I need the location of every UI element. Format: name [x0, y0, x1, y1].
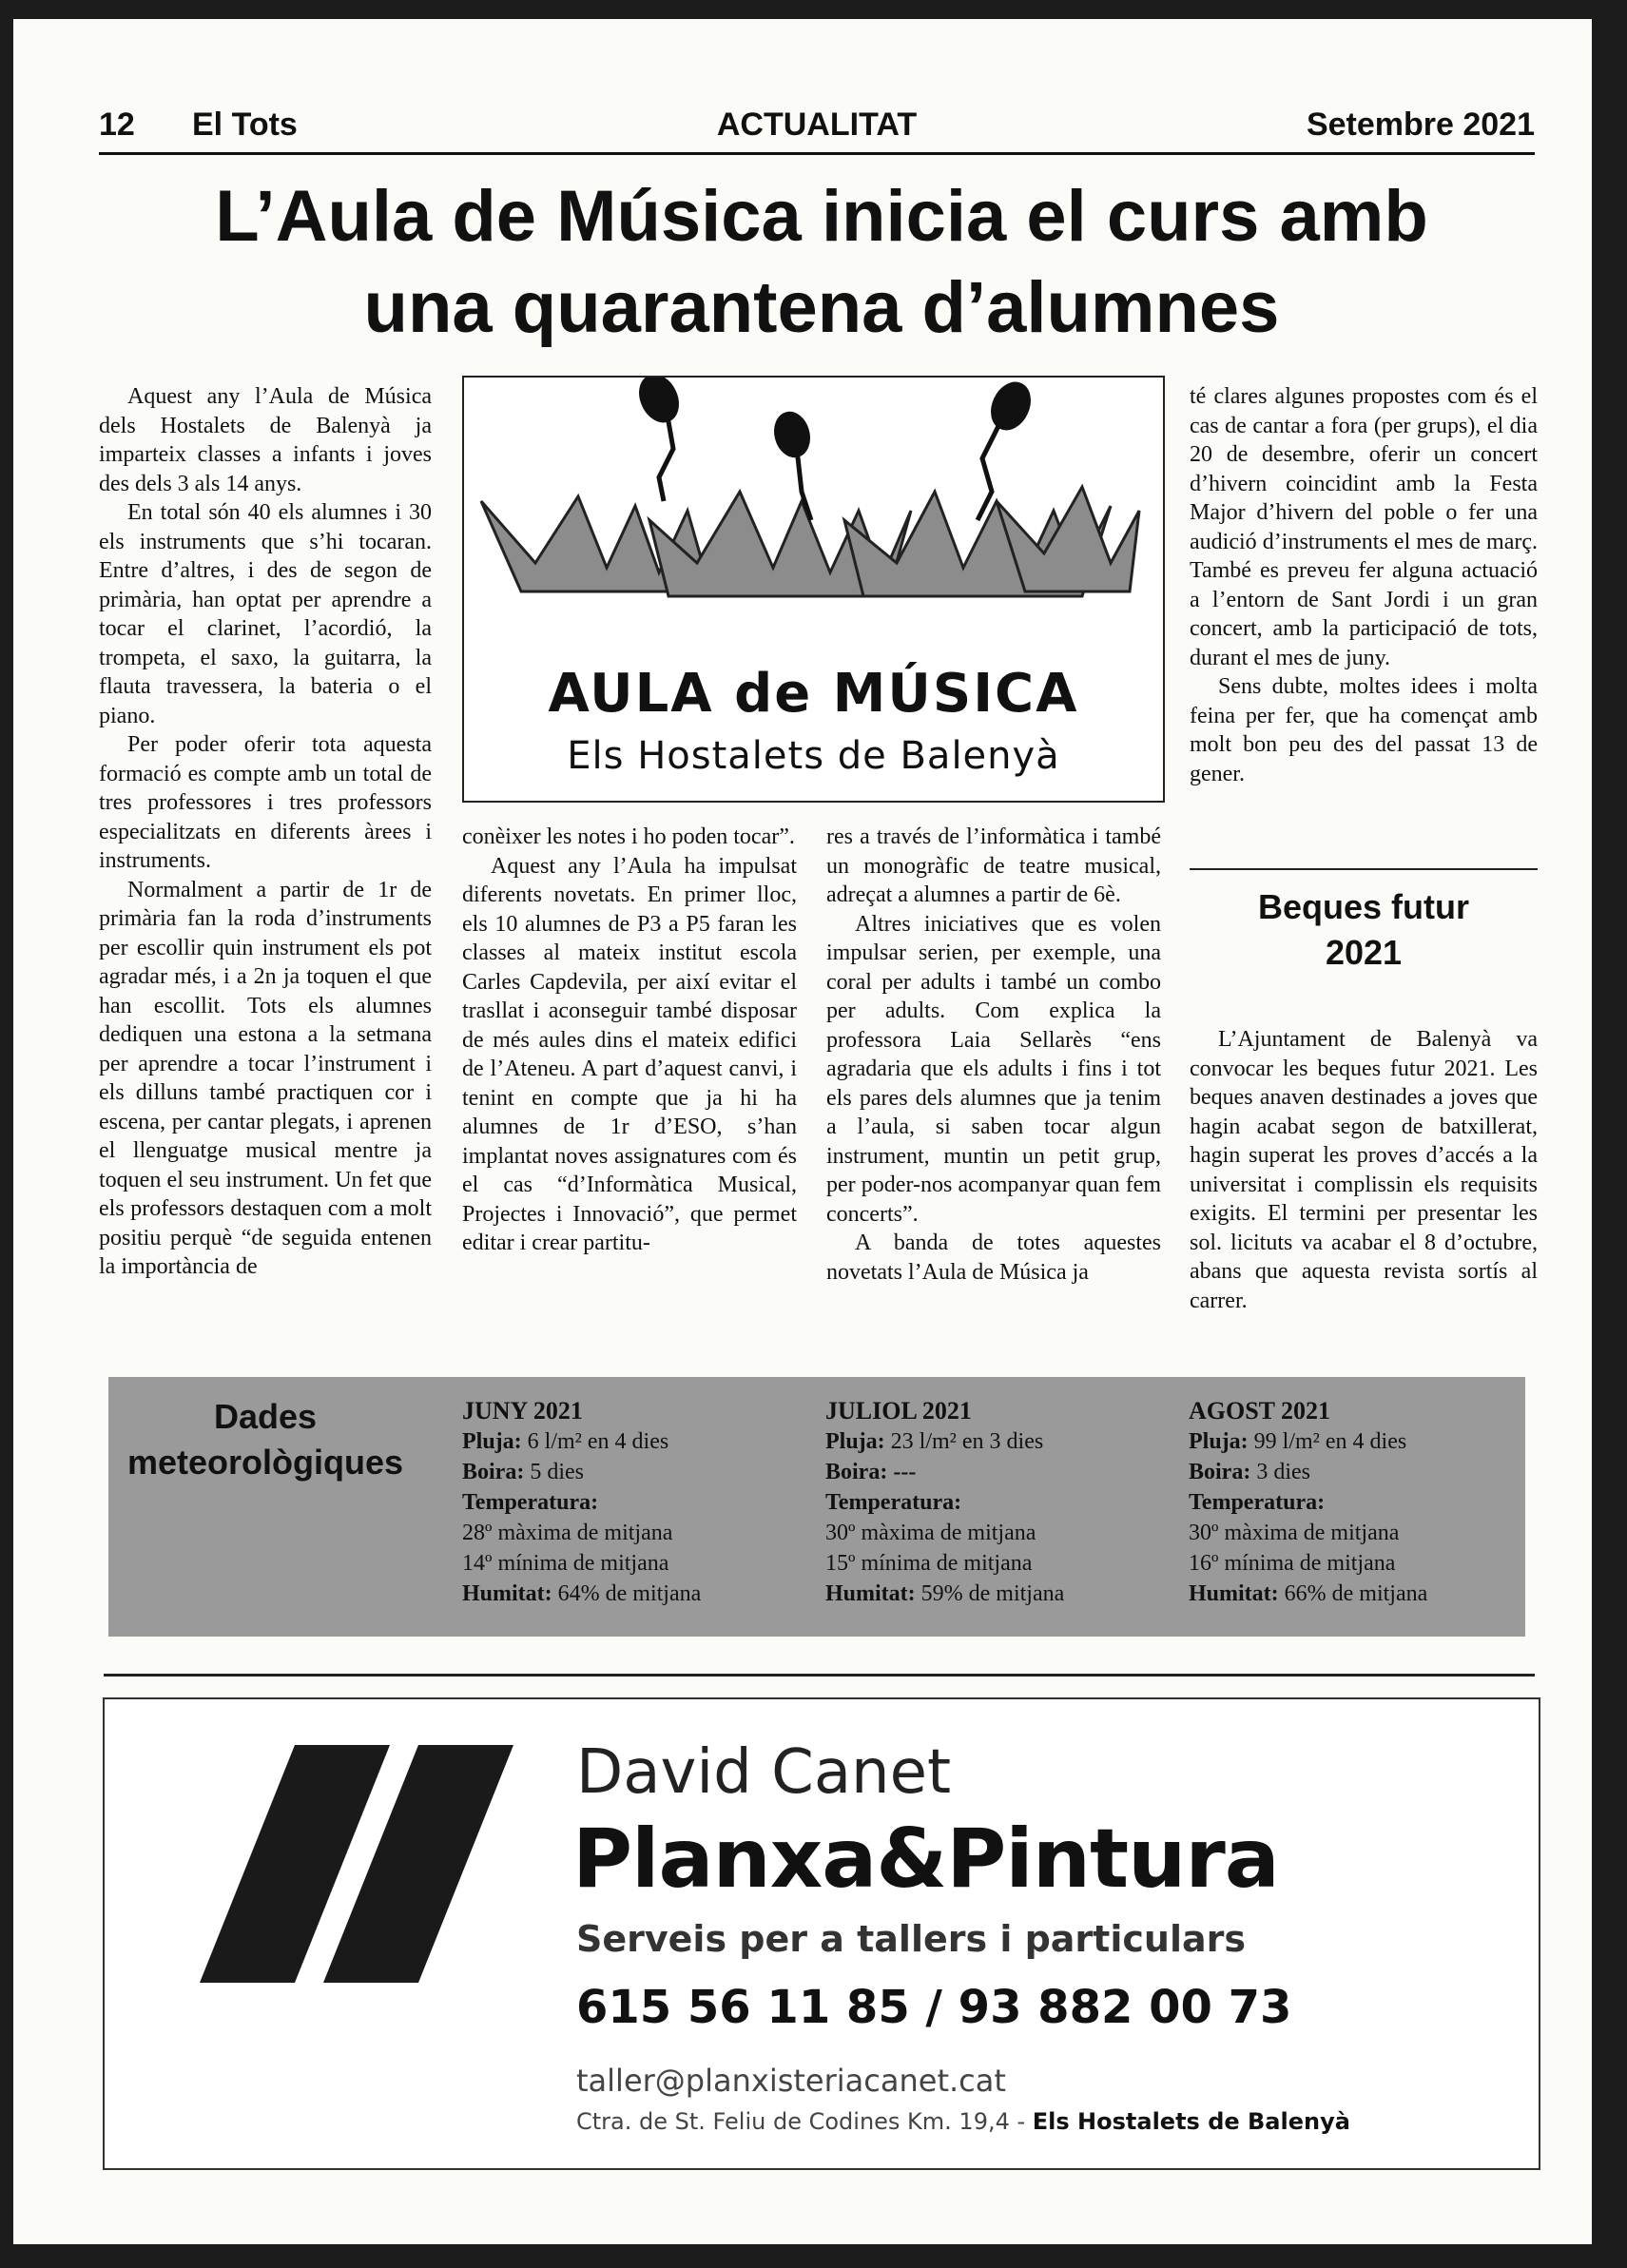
ad-phones: 615 56 11 85 / 93 882 00 73 — [576, 1981, 1292, 2034]
temp-label — [462, 1487, 804, 1518]
humidity-label: Humitat: — [1189, 1581, 1279, 1606]
fog-value: --- — [887, 1460, 917, 1484]
fog-value: 3 dies — [1250, 1460, 1310, 1484]
fog-value: 5 dies — [524, 1460, 584, 1484]
page-header — [99, 86, 1535, 155]
paragraph: Altres iniciatives que es volen impulsar serien, per exemple, una coral per adults i també un combo per adults. Com explica la professora Laia Sellarès “ens agradaria que els adults i fins i tot els pares dels alumnes que ja tenim a l’aula, si saben tocar algun instrument, muntin un petit grup, per poder-nos acompanyar quan fem concerts”. — [826, 911, 1161, 1227]
article-column-1 — [99, 382, 432, 1333]
temp-label — [1189, 1487, 1531, 1518]
humidity-line — [1189, 1579, 1531, 1609]
temp-min: 15º mínima de mitjana — [825, 1551, 1033, 1576]
divider — [1190, 868, 1538, 870]
rain-label: Pluja: — [1189, 1429, 1249, 1454]
issue-date: Setembre 2021 — [1306, 107, 1535, 143]
weather-box — [108, 1377, 1525, 1637]
weather-title-line-2: meteorològiques — [126, 1443, 404, 1482]
ad-email: taller@planxisteriacanet.cat — [576, 2063, 1006, 2099]
month-label: AGOST 2021 — [1189, 1397, 1331, 1425]
rain-value: 99 l/m² en 4 dies — [1248, 1429, 1407, 1454]
fog-label: Boira: — [825, 1460, 888, 1484]
crowns-notes-icon — [464, 378, 1163, 663]
temp-max: 30º màxima de mitjana — [825, 1521, 1036, 1545]
temp-min: 16º mínima de mitjana — [1189, 1551, 1396, 1576]
ad-address-town: Els Hostalets de Balenyà — [1032, 2108, 1350, 2135]
weather-month-june — [462, 1396, 804, 1609]
temp-label-text: Temperatura: — [825, 1490, 962, 1515]
paragraph: En total són 40 els alumnes i 30 els instruments que s’hi tocaran. Entre d’altres, i des de segon de primària, han optat per aprendre a tocar el clarinet, l’acordió, la trompeta, el saxo, la guitarra, la flauta travessera, la bateria o el piano. — [99, 500, 432, 728]
fog-label: Boira: — [462, 1460, 525, 1484]
fog-line — [462, 1457, 804, 1487]
humidity-line — [825, 1579, 1168, 1609]
humidity-value: 66% de mitjana — [1278, 1581, 1428, 1606]
rain-line — [1189, 1426, 1531, 1457]
humidity-label: Humitat: — [462, 1581, 552, 1606]
temp-max: 28º màxima de mitjana — [462, 1521, 673, 1545]
paragraph: Aquest any l’Aula de Música dels Hostalets de Balenyà ja imparteix classes a infants i joves des dels 3 als 14 anys. — [99, 384, 432, 496]
weather-title-line-1: Dades — [213, 1397, 318, 1436]
month-label: JUNY 2021 — [462, 1397, 583, 1425]
weather-month-august — [1189, 1396, 1531, 1609]
title-line-1: L’Aula de Música inicia el curs amb — [215, 176, 1428, 257]
ad-address — [576, 2108, 1350, 2135]
ad-tagline: Serveis per a tallers i particulars — [576, 1918, 1246, 1960]
aula-musica-logo — [462, 376, 1165, 803]
ad-name: David Canet — [576, 1737, 952, 1808]
article-column-2 — [462, 823, 797, 1355]
logo-subtitle: Els Hostalets de Balenyà — [567, 734, 1060, 778]
humidity-value: 59% de mitjana — [915, 1581, 1065, 1606]
ad-brand: Planxa&Pintura — [572, 1812, 1279, 1907]
logo-title: AULA de MÚSICA — [548, 663, 1079, 725]
temp-max: 30º màxima de mitjana — [1189, 1521, 1400, 1545]
fog-line — [1189, 1457, 1531, 1487]
page-number: 12 — [99, 107, 135, 143]
humidity-value: 64% de mitjana — [552, 1581, 702, 1606]
month-label: JULIOL 2021 — [825, 1397, 972, 1425]
divider — [104, 1674, 1535, 1677]
slash-logo-icon — [200, 1745, 542, 1992]
paragraph: conèixer les notes i ho poden tocar”. — [462, 824, 795, 849]
rain-line — [825, 1426, 1168, 1457]
rain-label: Pluja: — [462, 1429, 522, 1454]
weather-month-july — [825, 1396, 1168, 1609]
rain-label: Pluja: — [825, 1429, 885, 1454]
section-name: ACTUALITAT — [716, 107, 918, 143]
article-title — [80, 171, 1563, 354]
temp-label-text: Temperatura: — [1189, 1490, 1326, 1515]
temp-min: 14º mínima de mitjana — [462, 1551, 669, 1576]
rain-value: 6 l/m² en 4 dies — [521, 1429, 669, 1454]
beques-title-line-1: Beques futur — [1257, 887, 1469, 926]
advertisement — [103, 1697, 1540, 2170]
ad-address-road: Ctra. de St. Feliu de Codines Km. 19,4 - — [576, 2108, 1033, 2135]
paragraph: Per poder oferir tota aquesta formació es compte amb un total de tres professores i tres professors especialitzats en diferents àrees i instruments. — [99, 732, 432, 873]
temp-label-text: Temperatura: — [462, 1490, 599, 1515]
rain-value: 23 l/m² en 3 dies — [884, 1429, 1044, 1454]
humidity-label: Humitat: — [825, 1581, 916, 1606]
paragraph: Aquest any l’Aula ha impulsat diferents novetats. En primer lloc, els 10 alumnes de P3 a P5 faran les classes al mateix institut escola Carles Capdevila, per així evitar el trasllat i aconseguir també disposar de més aules dins el mateix edifici de l’Ateneu. A part d’aquest canvi, i tenint en compte que ja hi ha alumnes de 1r d’ESO, s’han implantat noves assignatures com és el cas “d’Informàtica Musical, Projectes i Innovació”, que permet editar i crear partitu- — [462, 853, 797, 1255]
temp-label — [825, 1487, 1168, 1518]
article-column-3 — [826, 823, 1161, 1355]
humidity-line — [462, 1579, 804, 1609]
fog-label: Boira: — [1189, 1460, 1251, 1484]
paragraph: Sens dubte, moltes idees i molta feina per fer, que ha començat amb molt bon peu des del passat 13 de gener. — [1190, 674, 1538, 786]
fog-line — [825, 1457, 1168, 1487]
beques-heading — [1190, 884, 1538, 976]
magazine-page — [13, 19, 1592, 2244]
paragraph: A banda de totes aquestes novetats l’Aula de Música ja — [826, 1231, 1161, 1285]
paragraph: té clares algunes propostes com és el cas de cantar a fora (per grups), el dia 20 de desembre, oferir un concert d’hivern coincidint amb la Festa Major d’hivern del poble o fer una audició d’instruments el mes de març. També es preveu fer alguna actuació a l’entorn de Sant Jordi i un gran concert, amb la participació de tots, durant el mes de juny. — [1190, 384, 1538, 670]
paragraph: L’Ajuntament de Balenyà va convocar les beques futur 2021. Les beques anaven destinades a joves que hagin acabat segon de batxillerat, hagin superat les proves d’accés a la universitat i complissin els requisits exigits. El termini per presentar les sol. licituts va acabar el 8 d’octubre, abans que aquesta revista sortís al carrer. — [1190, 1027, 1538, 1313]
article-column-4 — [1190, 382, 1538, 877]
paragraph: Normalment a partir de 1r de primària fan la roda d’instruments per escollir quin instrument els pot agradar més, i a 2n ja toquen el que han escollit. Tots els alumnes dediquen una estona a la setmana per aprendre a tocar l’instrument i els dilluns també practiquen cor i escena, per cantar plegats, i aprenen el llenguatge musical mentre ja toquen el seu instrument. Un fet que els professors destaquen com a molt positiu perquè “de seguida entenen la importància de — [99, 877, 432, 1279]
paragraph: res a través de l’informàtica i també un monogràfic de teatre musical, adreçat a alumnes a partir de 6è. — [826, 824, 1161, 907]
title-line-2: una quarantena d’alumnes — [363, 267, 1280, 348]
weather-title — [108, 1394, 422, 1485]
rain-line — [462, 1426, 804, 1457]
beques-title-line-2: 2021 — [1325, 933, 1403, 972]
magazine-name: El Tots — [192, 107, 298, 143]
beques-text — [1190, 1025, 1538, 1367]
